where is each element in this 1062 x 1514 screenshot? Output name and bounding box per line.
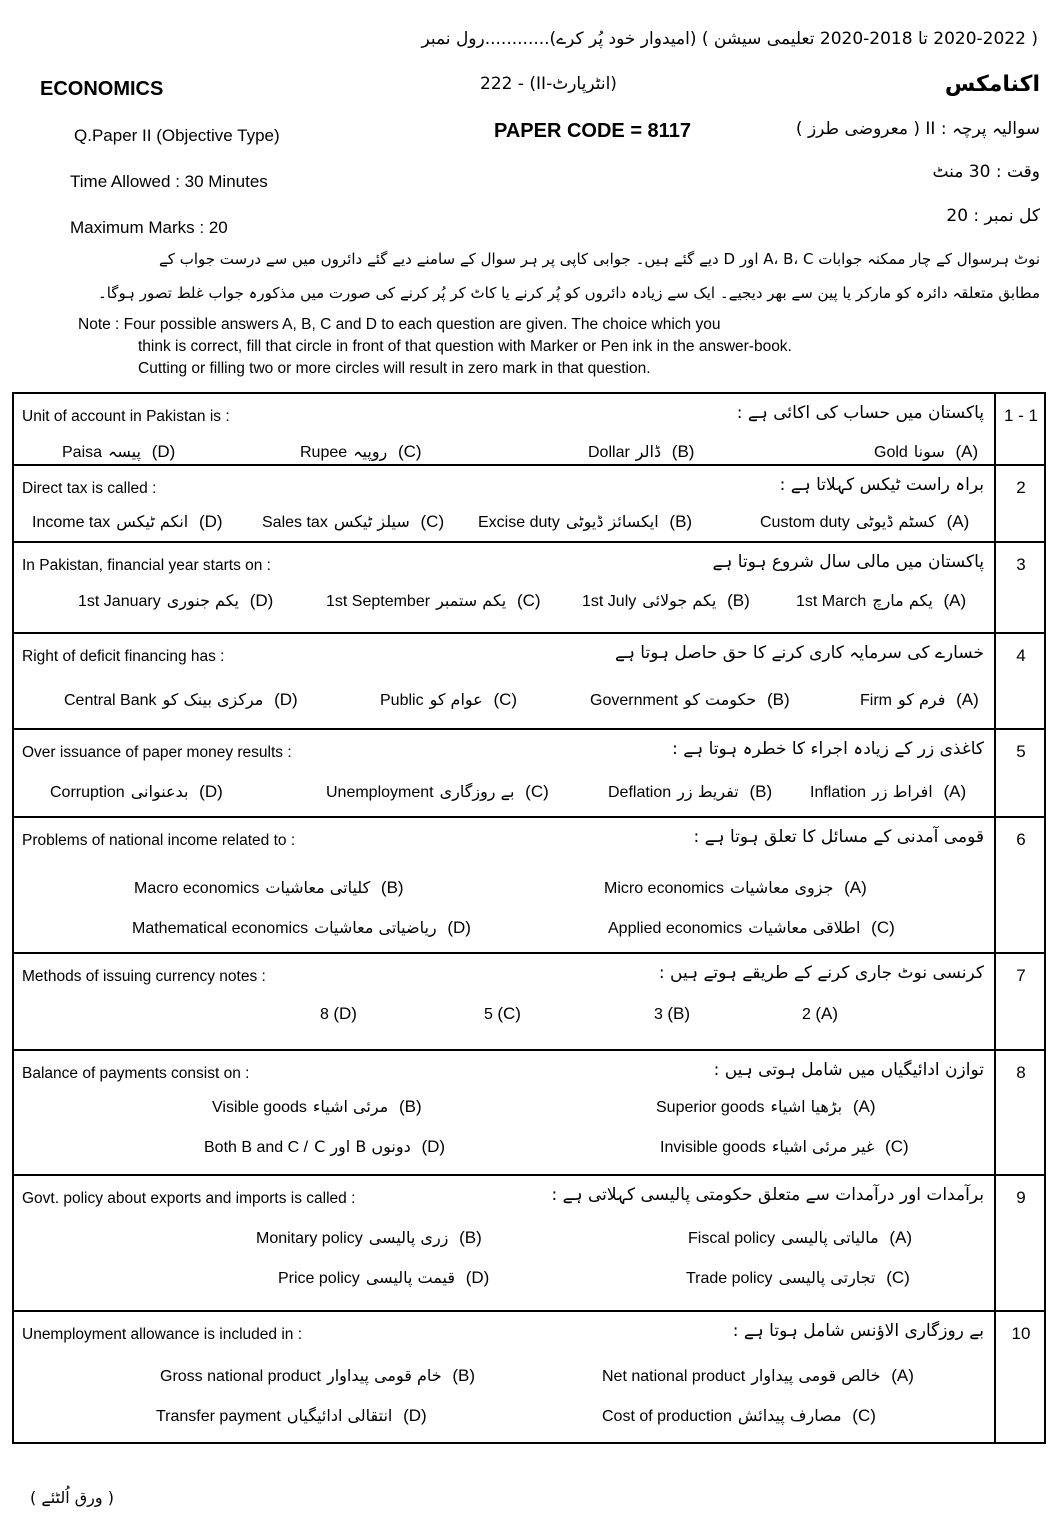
question-body [14,543,996,632]
option-text-en: Deflation [608,784,672,801]
option-text-ur: عوام کو [429,690,483,709]
option-text-ur: تجارتی پالیسی [778,1268,876,1287]
answer-option [860,690,979,710]
option-text-en: 1st July [582,593,637,610]
option-text-ur: بدعنوانی [130,782,189,801]
question-number: 3 [1016,555,1026,574]
option-text-ur: C اور B دونوں [314,1137,411,1156]
question-text-ur: براہ راست ٹیکس کہلاتا ہے : [779,475,984,495]
option-text-en: Income tax [32,514,111,531]
question-body [14,730,996,816]
answer-option [802,1004,838,1024]
option-text-ur: ڈالر [635,442,662,461]
option-letter: (C) [520,782,549,801]
answer-option [484,1004,521,1024]
question-text-en: Direct tax is called : [22,480,157,497]
option-letter: (B) [722,591,750,610]
option-text-en: 1st January [78,593,161,610]
option-text-ur: افراط زر [872,782,933,801]
option-text-en: Government [590,692,679,709]
option-letter: (D) [244,591,274,610]
option-text-en: 5 [484,1006,493,1023]
option-text-ur: انتقالی ادائیگیاں [286,1406,393,1425]
option-letter: (A) [848,1097,876,1116]
session-line: ( 2020-2022 تا 2018-2020 تعلیمی سیشن ) (امیدوار خود پُر کرے)............رول نمبر [421,29,1038,49]
answer-option [810,782,966,802]
answer-option [132,918,471,938]
option-text-ur: روپیہ [353,442,388,461]
option-text-en: 1st March [796,593,867,610]
option-text-en: Micro economics [604,880,725,897]
option-letter: (B) [667,442,695,461]
answer-option [760,512,969,532]
question-number: 8 [1016,1063,1026,1082]
answer-option [688,1228,912,1248]
question-text-en: Methods of issuing currency notes : [22,968,266,985]
option-text-ur: جزوی معاشیات [730,878,834,897]
option-text-en: Custom duty [760,514,850,531]
option-text-en: Net national product [602,1368,746,1385]
option-letter: (C) [881,1268,910,1287]
question-text-en: Balance of payments consist on : [22,1065,250,1082]
question-text-ur: خسارے کی سرمایہ کاری کرنے کا حق حاصل ہوتا ہے [614,643,984,663]
option-text-ur: سیلز ٹیکس [333,512,410,531]
question-body [14,1312,996,1442]
question-number: 5 [1016,742,1026,761]
option-letter: (C) [847,1406,876,1425]
note-urdu-line-2: مطابق متعلقہ دائرہ کو مارکر یا پین سے بھر دیجیے۔ ایک سے زیادہ دائروں کو پُر کرنے یا کاٹ کر پُر کرنے کی صورت میں مذکورہ جواب غلط تصور ہوگا۔ [97,284,1040,302]
option-text-ur: مرئی اشیاء [312,1097,389,1116]
question-row [14,952,1044,1049]
answer-option [602,1406,876,1426]
question-row [14,1049,1044,1174]
option-letter: (A) [938,591,967,610]
answer-option [326,782,549,802]
option-text-en: Unemployment [326,784,434,801]
option-text-ur: مرکزی بینک کو [162,690,264,709]
option-letter: (B) [664,512,693,531]
answer-option [78,591,273,611]
question-text-ur: کرنسی نوٹ جاری کرنے کے طریقے ہوتے ہیں : [658,963,984,983]
option-letter: (B) [376,878,404,897]
option-letter: (D) [269,690,298,709]
answer-option [64,690,298,710]
option-text-ur: زری پالیسی [368,1228,449,1247]
question-text-ur: قومی آمدنی کے مسائل کا تعلق ہوتا ہے : [693,827,984,847]
turn-over-note: ( ورق اُلٹئے ) [30,1488,114,1507]
option-letter: (C) [488,690,518,709]
option-letter: (B) [744,782,773,801]
option-text-en: Price policy [278,1270,360,1287]
question-text-en: Govt. policy about exports and imports is called : [22,1190,356,1207]
question-row [14,1310,1044,1442]
subject-title-ur: اکنامکس [944,72,1040,97]
question-body [14,954,996,1049]
question-text-ur: برآمدات اور درآمدات سے متعلق حکومتی پالیسی کہلاتی ہے : [551,1185,984,1205]
answer-option [602,1366,914,1386]
question-number: 2 [1016,478,1026,497]
answer-option [686,1268,910,1288]
answer-option [478,512,692,532]
paper-part-ur: (انٹرپارٹ-II) - 222 [480,74,617,94]
option-text-en: Firm [860,692,892,709]
option-text-ur: تفریط زر [677,782,739,801]
option-text-en: Monitary policy [256,1230,363,1247]
max-marks-ur: کل نمبر : 20 [946,206,1040,226]
option-letter: (B) [394,1097,422,1116]
answer-option [608,782,772,802]
answer-option [134,878,404,898]
option-letter: (B) [447,1366,476,1385]
option-text-en: Visible goods [212,1099,307,1116]
questions-table [12,392,1046,1444]
answer-option [212,1097,422,1117]
option-text-en: Mathematical economics [132,920,309,937]
option-text-ur: مصارف پیدائش [737,1406,842,1425]
option-letter: (D) [194,512,223,531]
question-text-ur: پاکستان میں حساب کی اکائی ہے : [736,403,984,423]
answer-option [656,1097,876,1117]
paper-code: PAPER CODE = 8117 [494,120,691,142]
question-number: 6 [1016,830,1026,849]
option-text-ur: بے روزگاری [439,782,515,801]
question-body [14,818,996,952]
option-text-en: Gross national product [160,1368,321,1385]
option-text-en: Fiscal policy [688,1230,776,1247]
option-text-en: Superior goods [656,1099,765,1116]
option-letter: (B) [667,1004,691,1023]
option-text-ur: یکم جولائی [642,591,717,610]
question-row [14,816,1044,952]
answer-option [50,782,223,802]
option-text-ur: ریاضیاتی معاشیات [314,918,437,937]
answer-option [608,918,895,938]
time-allowed-ur: وقت : 30 منٹ [932,162,1040,182]
question-body [14,466,996,541]
answer-option [590,690,790,710]
note-english-line-2: think is correct, fill that circle in front of that question with Marker or Pen ink in the answer-book. [138,338,792,355]
question-text-en: In Pakistan, financial year starts on : [22,557,271,574]
answer-option [204,1137,445,1157]
option-text-ur: یکم مارچ [872,591,933,610]
note-english-line-1: Note : Four possible answers A, B, C and D to each question are given. The choice which you [78,316,721,333]
question-number: 10 [1011,1324,1031,1343]
question-row [14,1174,1044,1310]
question-text-ur: بے روزگاری الاؤنس شامل ہوتا ہے : [732,1321,984,1341]
question-body [14,1051,996,1174]
answer-option [300,442,422,462]
option-text-ur: بڑھیا اشیاء [770,1097,843,1116]
option-letter: (C) [866,918,895,937]
answer-option [660,1137,909,1157]
option-text-ur: کسٹم ڈیوٹی [855,512,936,531]
note-english-line-3: Cutting or filling two or more circles will result in zero mark in that question. [138,360,651,377]
option-letter: (C) [880,1137,909,1156]
option-letter: (A) [839,878,867,897]
max-marks-en: Maximum Marks : 20 [70,218,228,237]
option-letter: (D) [333,1004,357,1023]
option-text-ur: یکم ستمبر [436,591,507,610]
answer-option [380,690,517,710]
option-text-en: Dollar [588,444,630,461]
answer-option [160,1366,475,1386]
option-letter: (A) [951,690,979,709]
answer-option [262,512,444,532]
option-text-ur: پیسہ [108,442,141,461]
question-text-ur: توازن ادائیگیاں میں شامل ہوتی ہیں : [713,1060,984,1080]
option-letter: (A) [950,442,979,461]
question-row [14,728,1044,816]
question-text-en: Right of deficit financing has : [22,648,225,665]
option-text-ur: مالیاتی پالیسی [781,1228,879,1247]
option-text-en: Macro economics [134,880,260,897]
option-letter: (D) [460,1268,490,1287]
question-text-en: Problems of national income related to : [22,832,296,849]
option-text-ur: فرم کو [897,690,946,709]
option-text-en: 2 [802,1006,811,1023]
answer-option [256,1228,482,1248]
qpaper-ur: سوالیہ پرچہ : II ( معروضی طرز ) [795,119,1040,139]
subject-title-en: ECONOMICS [40,78,164,100]
answer-option [156,1406,427,1426]
question-number: 9 [1016,1188,1026,1207]
option-text-en: 1st September [326,593,431,610]
option-text-en: Excise duty [478,514,560,531]
question-number: 4 [1016,646,1026,665]
option-text-ur: کلیاتی معاشیات [265,878,371,897]
option-letter: (D) [146,442,176,461]
option-text-ur: ایکسائز ڈیوٹی [565,512,659,531]
option-letter: (D) [398,1406,427,1425]
question-body [14,634,996,728]
question-text-en: Over issuance of paper money results : [22,744,292,761]
option-text-ur: یکم جنوری [166,591,239,610]
question-body [14,394,996,464]
option-letter: (C) [497,1004,521,1023]
option-text-ur: خام قومی پیداوار [326,1366,442,1385]
option-text-en: Trade policy [686,1270,773,1287]
question-number: 7 [1016,966,1026,985]
option-letter: (B) [762,690,790,709]
option-letter: (A) [938,782,967,801]
question-row [14,632,1044,728]
option-letter: (D) [416,1137,446,1156]
option-text-en: Transfer payment [156,1408,281,1425]
option-letter: (D) [194,782,223,801]
option-letter: (C) [512,591,541,610]
answer-option [874,442,978,462]
option-text-en: Cost of production [602,1408,732,1425]
option-letter: (A) [886,1366,914,1385]
option-text-en: Rupee [300,444,348,461]
answer-option [582,591,750,611]
option-text-en: Corruption [50,784,125,801]
option-text-ur: حکومت کو [684,690,757,709]
question-text-en: Unit of account in Pakistan is : [22,408,230,425]
option-text-en: Sales tax [262,514,328,531]
option-letter: (A) [884,1228,913,1247]
option-text-ur: غیر مرئی اشیاء [771,1137,875,1156]
qpaper-en: Q.Paper II (Objective Type) [74,126,280,145]
option-text-ur: سونا [913,442,945,461]
option-letter: (B) [454,1228,482,1247]
option-text-en: Invisible goods [660,1139,766,1156]
answer-option [320,1004,357,1024]
option-text-ur: انکم ٹیکس [116,512,189,531]
option-text-ur: قیمت پالیسی [365,1268,455,1287]
time-allowed-en: Time Allowed : 30 Minutes [70,172,268,191]
option-text-en: 3 [654,1006,663,1023]
option-letter: (C) [393,442,422,461]
option-letter: (A) [815,1004,839,1023]
option-text-ur: اطلاقی معاشیات [748,918,861,937]
question-number: 1 - 1 [1003,406,1039,425]
option-text-en: Gold [874,444,908,461]
question-body [14,1176,996,1310]
option-text-en: Public [380,692,424,709]
option-text-en: Inflation [810,784,867,801]
question-row [14,541,1044,632]
answer-option [796,591,966,611]
option-text-en: Applied economics [608,920,743,937]
answer-option [588,442,694,462]
option-text-en: Both B and C / [204,1139,309,1156]
question-row [14,394,1044,464]
answer-option [32,512,223,532]
option-text-ur: خالص قومی پیداوار [751,1366,881,1385]
answer-option [326,591,541,611]
question-text-en: Unemployment allowance is included in : [22,1326,303,1343]
option-text-en: 8 [320,1006,329,1023]
option-text-en: Paisa [62,444,103,461]
option-letter: (D) [442,918,471,937]
option-letter: (C) [415,512,445,531]
question-text-ur: پاکستان میں مالی سال شروع ہوتا ہے [712,552,984,572]
answer-option [62,442,175,462]
option-letter: (A) [941,512,970,531]
answer-option [604,878,867,898]
answer-option [654,1004,690,1024]
option-text-en: Central Bank [64,692,157,709]
note-urdu-line-1: نوٹ ہرسوال کے چار ممکنہ جوابات A، B، C اور D دیے گئے ہیں۔ جوابی کاپی پر ہر سوال کے سامنے دیے گئے دائروں میں سے درست جواب کے [159,250,1040,268]
question-row [14,464,1044,541]
answer-option [278,1268,489,1288]
question-text-ur: کاغذی زر کے زیادہ اجراء کا خطرہ ہوتا ہے : [672,739,984,759]
